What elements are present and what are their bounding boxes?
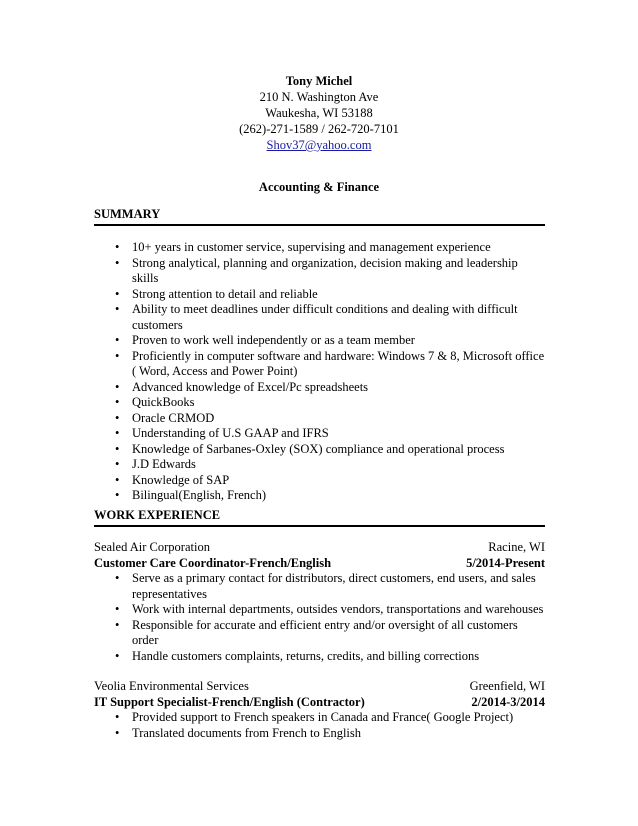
bullet-dot-icon: • bbox=[115, 472, 120, 487]
bullet-dot-icon: • bbox=[115, 379, 120, 394]
job-entry bbox=[94, 539, 545, 664]
job-entry bbox=[94, 678, 545, 741]
bullet-dot-icon: • bbox=[115, 348, 120, 363]
bullet-text: Proficiently in computer software and hardware: Windows 7 & 8, Microsoft office ( Word, Access and Power Point) bbox=[132, 348, 545, 378]
candidate-name: Tony Michel bbox=[285, 74, 353, 88]
bullet-item bbox=[94, 426, 545, 442]
bullet-text: Responsible for accurate and efficient entry and/or oversight of all customers order bbox=[132, 617, 518, 647]
bullet-text: Handle customers complaints, returns, credits, and billing corrections bbox=[132, 648, 480, 663]
job-location: Racine, WI bbox=[488, 540, 545, 554]
bullet-text: Oracle CRMOD bbox=[132, 410, 215, 425]
experience-heading: WORK EXPERIENCE bbox=[94, 508, 221, 522]
bullet-item bbox=[94, 602, 545, 618]
bullet-dot-icon: • bbox=[115, 710, 120, 724]
bullet-dot-icon: • bbox=[115, 725, 120, 740]
bullet-dot-icon: • bbox=[115, 395, 120, 409]
bullet-item bbox=[94, 457, 545, 473]
bullet-item bbox=[94, 488, 545, 504]
job-dates: 5/2014-Present bbox=[466, 556, 545, 570]
bullet-item bbox=[94, 442, 545, 458]
job-role: IT Support Specialist-French/English (Contractor) bbox=[94, 695, 365, 709]
bullet-item bbox=[94, 302, 545, 333]
bullet-dot-icon: • bbox=[115, 240, 120, 254]
bullet-dot-icon: • bbox=[115, 457, 120, 471]
bullet-item bbox=[94, 287, 545, 303]
summary-divider bbox=[94, 224, 545, 226]
bullet-dot-icon: • bbox=[115, 571, 120, 585]
jobs-list bbox=[94, 539, 545, 741]
summary-section bbox=[94, 206, 545, 504]
bullet-dot-icon: • bbox=[115, 302, 120, 316]
email-link[interactable]: Shov37@yahoo.com bbox=[266, 138, 372, 152]
bullet-text: Strong attention to detail and reliable bbox=[132, 286, 318, 301]
bullet-text: 10+ years in customer service, supervising and management experience bbox=[132, 240, 491, 254]
bullet-text: Bilingual(English, French) bbox=[132, 488, 267, 502]
bullet-dot-icon: • bbox=[115, 488, 120, 502]
summary-list bbox=[94, 240, 545, 504]
bullet-text: Understanding of U.S GAAP and IFRS bbox=[132, 426, 329, 440]
bullet-dot-icon: • bbox=[115, 333, 120, 347]
bullet-text: Strong analytical, planning and organization, decision making and leadership skills bbox=[132, 255, 518, 285]
job-location: Greenfield, WI bbox=[469, 679, 545, 693]
bullet-text: Work with internal departments, outsides vendors, transportations and warehouses bbox=[132, 602, 544, 616]
bullet-dot-icon: • bbox=[115, 648, 120, 663]
bullet-item bbox=[94, 240, 545, 256]
bullet-text: Knowledge of Sarbanes-Oxley (SOX) compliance and operational process bbox=[132, 441, 505, 456]
phone-numbers: (262)-271-1589 / 262-720-7101 bbox=[239, 122, 399, 136]
bullet-text: Knowledge of SAP bbox=[132, 472, 230, 487]
bullet-dot-icon: • bbox=[115, 410, 120, 425]
job-company: Sealed Air Corporation bbox=[94, 540, 210, 554]
bullet-dot-icon: • bbox=[115, 441, 120, 456]
bullet-item bbox=[94, 380, 545, 396]
bullet-dot-icon: • bbox=[115, 426, 120, 440]
job-bullets bbox=[94, 710, 545, 741]
bullet-text: Advanced knowledge of Excel/Pc spreadsheets bbox=[132, 379, 369, 394]
bullet-item bbox=[94, 473, 545, 489]
job-role: Customer Care Coordinator-French/English bbox=[94, 556, 332, 570]
bullet-dot-icon: • bbox=[115, 286, 120, 301]
job-dates: 2/2014-3/2014 bbox=[471, 695, 545, 709]
bullet-item bbox=[94, 571, 545, 602]
summary-heading: SUMMARY bbox=[94, 207, 161, 221]
bullet-item bbox=[94, 395, 545, 411]
bullet-item bbox=[94, 256, 545, 287]
bullet-text: QuickBooks bbox=[132, 395, 195, 409]
address-line-1: 210 N. Washington Ave bbox=[259, 90, 379, 104]
bullet-dot-icon: • bbox=[115, 255, 120, 270]
bullet-dot-icon: • bbox=[115, 617, 120, 632]
address-line-2: Waukesha, WI 53188 bbox=[265, 106, 373, 120]
bullet-text: Translated documents from French to English bbox=[132, 725, 362, 740]
career-focus: Accounting & Finance bbox=[258, 180, 380, 194]
experience-section bbox=[94, 507, 545, 741]
bullet-text: Proven to work well independently or as a team member bbox=[132, 333, 415, 347]
bullet-text: Serve as a primary contact for distributors, direct customers, end users, and sales representatives bbox=[132, 571, 536, 601]
bullet-item bbox=[94, 649, 545, 665]
bullet-item bbox=[94, 333, 545, 349]
bullet-item bbox=[94, 411, 545, 427]
bullet-item bbox=[94, 618, 545, 649]
bullet-item bbox=[94, 710, 545, 726]
job-bullets bbox=[94, 571, 545, 664]
bullet-text: J.D Edwards bbox=[132, 457, 196, 471]
bullet-item bbox=[94, 349, 545, 380]
bullet-dot-icon: • bbox=[115, 602, 120, 616]
bullet-text: Ability to meet deadlines under difficult conditions and dealing with difficult customers bbox=[132, 302, 518, 332]
contact-header bbox=[0, 73, 638, 153]
job-company: Veolia Environmental Services bbox=[94, 679, 249, 693]
bullet-text: Provided support to French speakers in Canada and France( Google Project) bbox=[132, 710, 514, 724]
experience-divider bbox=[94, 525, 545, 527]
bullet-item bbox=[94, 726, 545, 742]
